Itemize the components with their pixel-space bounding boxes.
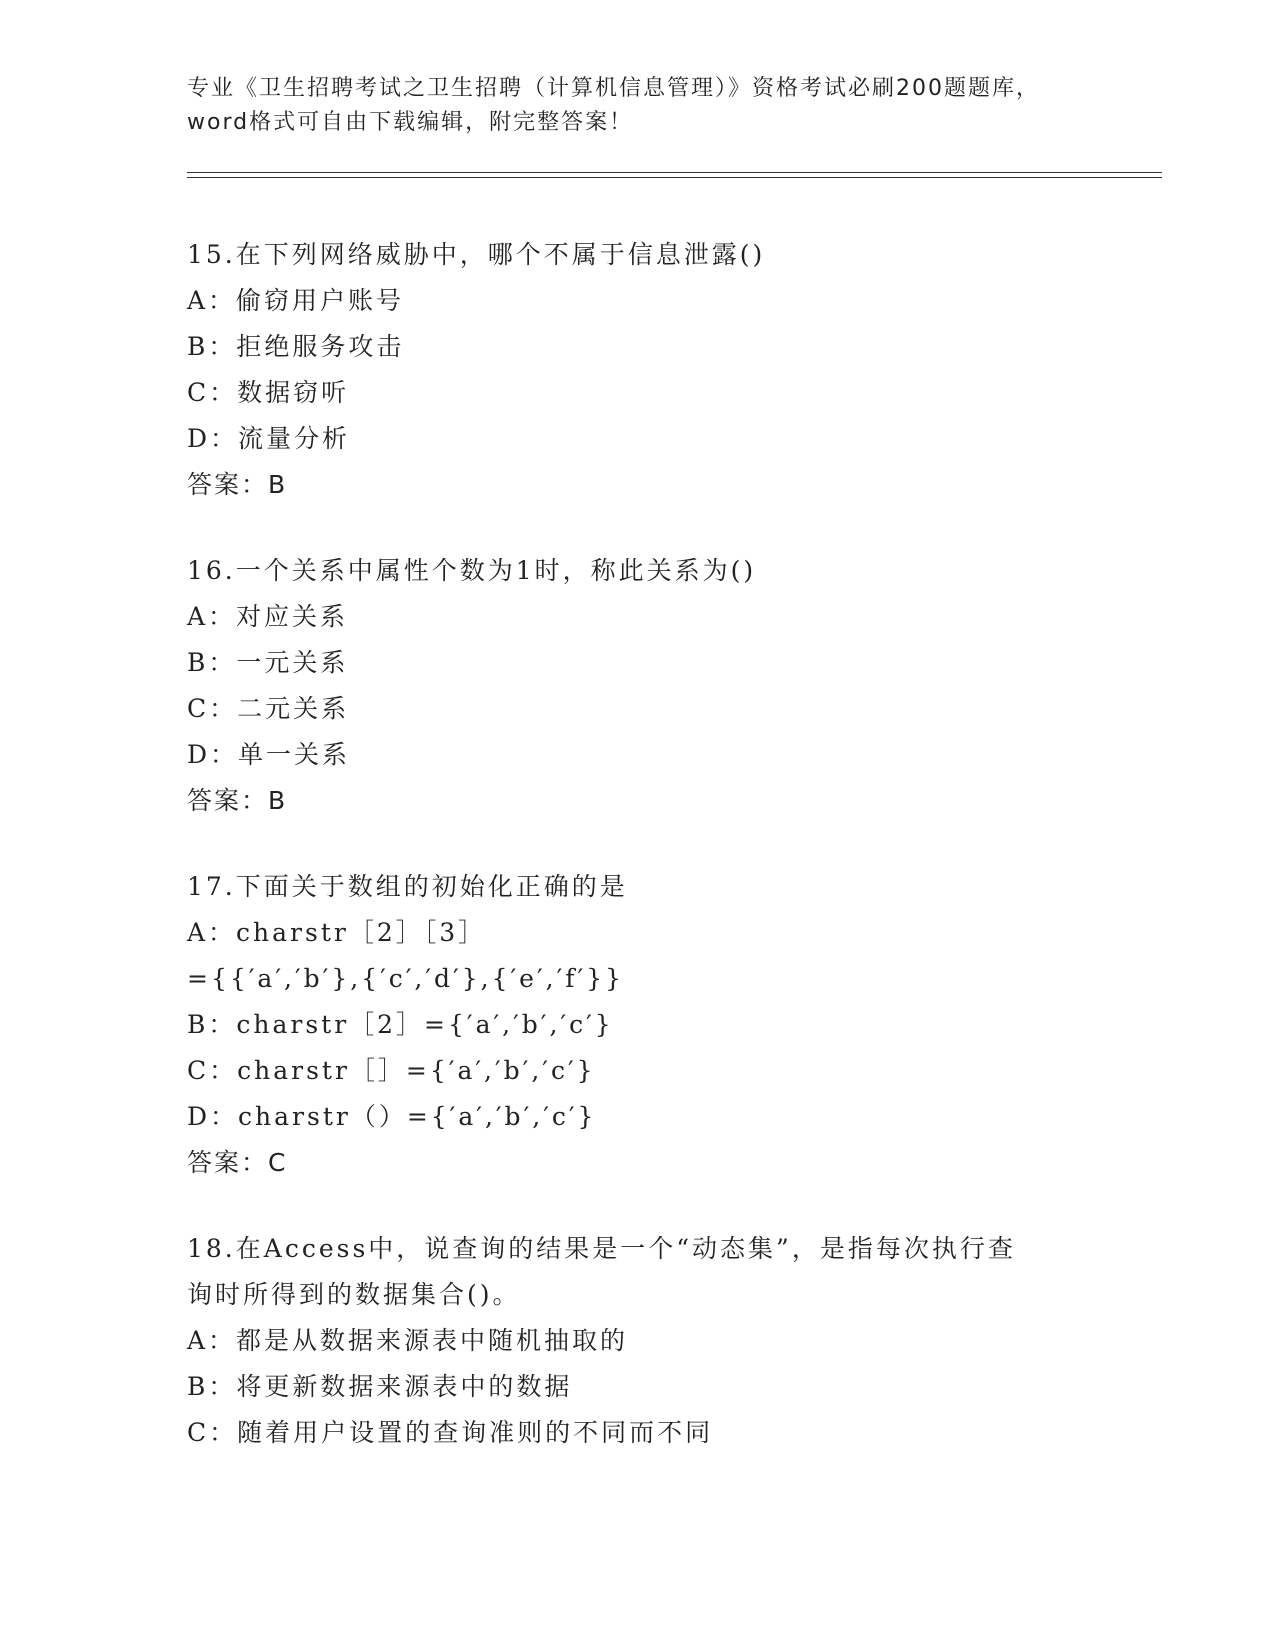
header-title-line-2: word格式可自由下载编辑，附完整答案！ [187, 110, 634, 135]
answer: 答案：C [187, 1148, 288, 1177]
header-title-line-1: 专业《卫生招聘考试之卫生招聘（计算机信息管理）》资格考试必刷200题题库， [187, 76, 1040, 101]
option-c: C：二元关系 [187, 694, 350, 723]
option-c: C：数据窃听 [187, 378, 350, 407]
header-divider-top [187, 172, 1162, 173]
question-15 [187, 232, 1087, 508]
option-d: D：流量分析 [187, 424, 351, 453]
question-stem: 17.下面关于数组的初始化正确的是 [187, 872, 628, 901]
option-d: D：charstr（）={′a′,′b′,′c′} [187, 1102, 597, 1131]
option-b: B：一元关系 [187, 648, 349, 677]
option-a: A：偷窃用户账号 [187, 286, 405, 315]
header-divider-bottom [187, 177, 1162, 178]
option-d: D：单一关系 [187, 740, 351, 769]
answer: 答案：B [187, 786, 288, 815]
question-stem-continued: 询时所得到的数据集合()。 [187, 1280, 521, 1309]
option-a-continued: ={{′a′,′b′},{′c′,′d′},{′e′,′f′}} [187, 964, 625, 993]
question-17 [187, 864, 1087, 1186]
option-b: B：拒绝服务攻击 [187, 332, 405, 361]
answer: 答案：B [187, 470, 288, 499]
option-b: B：将更新数据来源表中的数据 [187, 1372, 573, 1401]
option-b: B：charstr［2］={′a′,′b′,′c′} [187, 1010, 614, 1039]
option-a: A：都是从数据来源表中随机抽取的 [187, 1326, 629, 1355]
option-c: C：charstr［］={′a′,′b′,′c′} [187, 1056, 596, 1085]
question-stem: 15.在下列网络威胁中，哪个不属于信息泄露() [187, 240, 766, 269]
option-a: A：对应关系 [187, 602, 349, 631]
question-stem: 18.在Access中，说查询的结果是一个“动态集”，是指每次执行查 [187, 1234, 1016, 1263]
question-18 [187, 1226, 1087, 1456]
question-16 [187, 548, 1087, 824]
question-stem: 16.一个关系中属性个数为1时，称此关系为() [187, 556, 757, 585]
question-list [187, 232, 1087, 1496]
option-a: A：charstr［2］［3］ [187, 918, 487, 947]
option-c: C：随着用户设置的查询准则的不同而不同 [187, 1418, 714, 1447]
document-header [187, 72, 1162, 140]
